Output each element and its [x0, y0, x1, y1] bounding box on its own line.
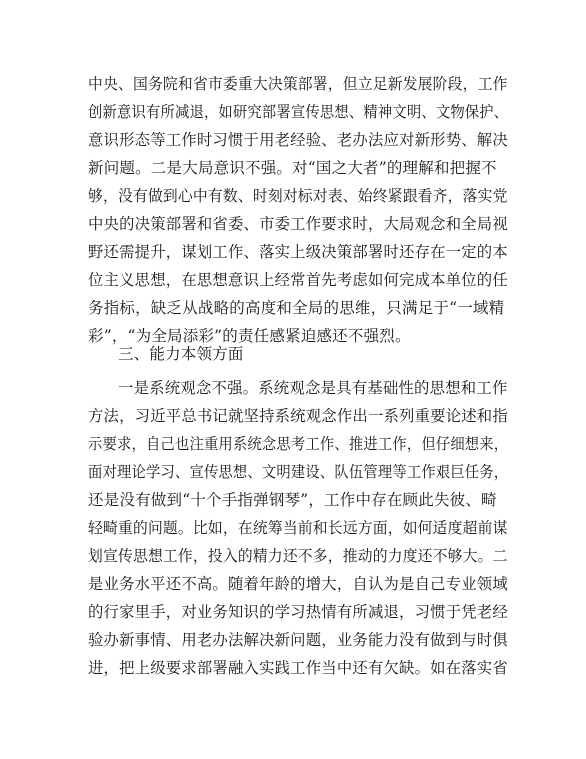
- text-line: 验办新事情、用老办法解决新问题，业务能力没有做到与时俱: [88, 631, 508, 649]
- text-line: 还是没有做到“十个手指弹钢琴”，工作中存在顾此失彼、畸: [88, 491, 497, 509]
- text-line: 是业务水平还不高。随着年龄的增大，自认为是自己专业领域: [88, 575, 508, 593]
- text-line: 够，没有做到心中有数、时刻对标对表、始终紧跟看齐，落实党: [88, 187, 508, 205]
- text-line: 示要求，自己也注重用系统念思考工作、推进工作，但仔细想来，: [88, 435, 509, 453]
- text-line: 中央的决策部署和省委、市委工作要求时，大局观念和全局视: [88, 215, 508, 233]
- text-line: 务指标，缺乏从战略的高度和全局的思维，只满足于“一域精: [88, 299, 505, 317]
- text-line: 位主义思想，在思想意识上经常首先考虑如何完成本单位的任: [88, 271, 508, 289]
- text-line: 意识形态等工作时习惯于用老经验、老办法应对新形势、解决: [88, 131, 508, 149]
- text-line: 进，把上级要求部署融入实践工作当中还有欠缺。如在落实省: [88, 659, 508, 677]
- text-line: 方法，习近平总书记就坚持系统观念作出一系列重要论述和指: [88, 407, 508, 425]
- text-line: 创新意识有所减退，如研究部署宣传思想、精神文明、文物保护、: [88, 103, 509, 121]
- text-line: 轻畸重的问题。比如，在统筹当前和长远方面，如何适度超前谋: [88, 519, 508, 537]
- text-line: 新问题。二是大局意识不强。对“国之大者”的理解和把握不: [88, 159, 497, 177]
- text-line: 中央、国务院和省市委重大决策部署，但立足新发展阶段，工作: [88, 75, 508, 93]
- text-line: 面对理论学习、宣传思想、文明建设、队伍管理等工作艰巨任务，: [88, 463, 509, 481]
- text-line: 野还需提升，谋划工作、落实上级决策部署时还存在一定的本: [88, 243, 508, 261]
- text-line: 划宣传思想工作，投入的精力还不多，推动的力度还不够大。二: [88, 547, 508, 565]
- text-line: 一是系统观念不强。系统观念是具有基础性的思想和工作: [118, 379, 508, 397]
- text-line: 彩”，“为全局添彩”的责任感紧迫感还不强烈。: [88, 327, 411, 345]
- section-heading: 三、能力本领方面: [118, 345, 244, 363]
- text-line: 的行家里手，对业务知识的学习热情有所减退，习惯于凭老经: [88, 603, 508, 621]
